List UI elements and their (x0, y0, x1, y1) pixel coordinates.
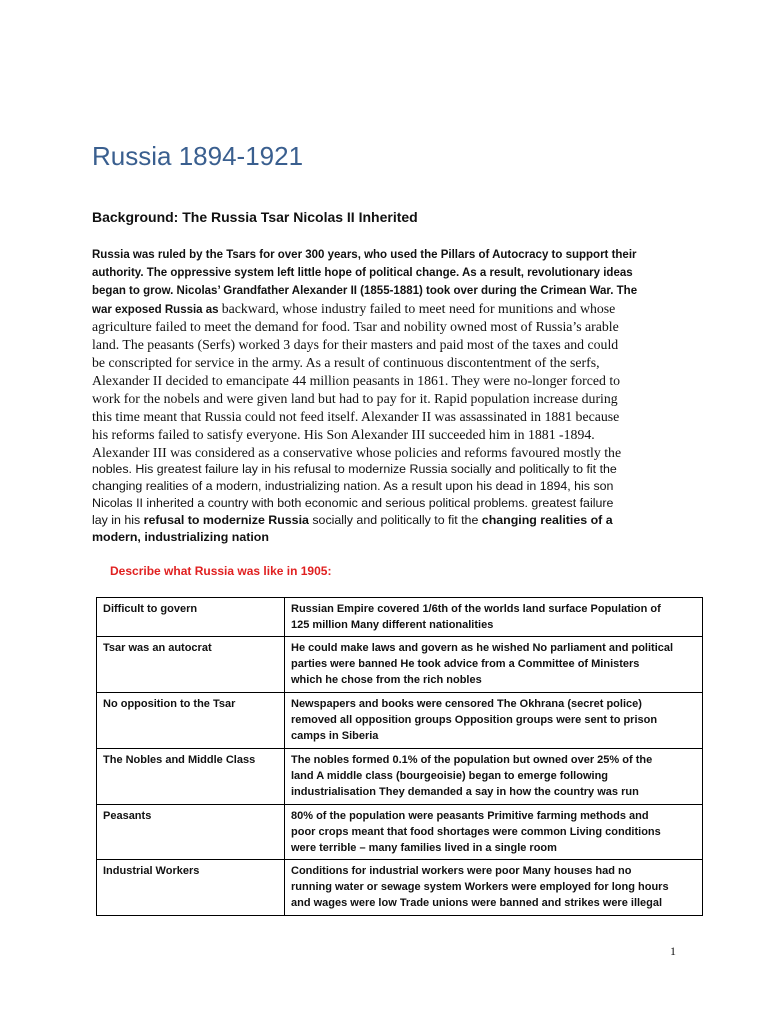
row-description (285, 598, 703, 637)
description-line: 125 million Many different nationalities (291, 619, 494, 631)
row-label: Industrial Workers (97, 860, 285, 916)
row-description (285, 804, 703, 860)
row-description (285, 860, 703, 916)
emphasis-span: refusal to modernize Russia (143, 513, 309, 527)
row-label: No opposition to the Tsar (97, 693, 285, 749)
paragraph-line: Alexander II decided to emancipate 44 million peasants in 1861. They were no-longer forced to (92, 373, 621, 388)
description-line: parties were banned He took advice from a Committee of Ministers (291, 658, 640, 671)
row-description (285, 693, 703, 749)
paragraph-line: Russia was ruled by the Tsars for over 300 years, who used the Pillars of Autocracy to support their (92, 249, 637, 261)
row-description (285, 637, 703, 693)
row-description (285, 748, 703, 804)
description-line: poor crops meant that food shortages were common Living conditions (291, 825, 661, 838)
page-title: Russia 1894-1921 (92, 141, 304, 171)
description-line: camps in Siberia (291, 730, 379, 743)
paragraph-line: authority. The oppressive system left little hope of political change. As a result, revolutionary ideas (92, 267, 633, 279)
text-span: socially and politically to fit the (308, 513, 482, 527)
description-line: The nobles formed 0.1% of the population but owned over 25% of the (291, 753, 653, 766)
text-span: lay in his (92, 513, 144, 527)
page-number: 1 (670, 944, 676, 958)
paragraph-line-mixed (92, 512, 613, 529)
paragraph-line: his reforms failed to satisfy everyone. His Son Alexander III succeeded him in 1881 -1894. (92, 427, 595, 442)
paragraph-line: nobles. His greatest failure lay in his refusal to modernize Russia socially and politically to fit the (92, 462, 617, 476)
description-line: which he chose from the rich nobles (291, 674, 482, 687)
paragraph-line-mixed (92, 300, 615, 319)
paragraph-serif-span: backward, whose industry failed to meet need for munitions and whose (221, 301, 616, 316)
russia-1905-table (96, 597, 703, 916)
description-line: running water or sewage system Workers were employed for long hours (291, 881, 669, 894)
description-line: industrialisation They demanded a say in how the country was run (291, 785, 639, 798)
description-line: removed all opposition groups Opposition groups were sent to prison (291, 714, 658, 727)
table-body (97, 598, 703, 916)
description-line: Conditions for industrial workers were poor Many houses had no (291, 865, 632, 878)
description-line: and wages were low Trade unions were banned and strikes were illegal (291, 897, 663, 910)
row-label: The Nobles and Middle Class (97, 748, 285, 804)
description-line: He could make laws and govern as he wished No parliament and political (291, 642, 674, 655)
table-row (97, 860, 703, 916)
description-line: Russian Empire covered 1/6th of the worlds land surface Population of (291, 603, 661, 615)
table-row (97, 748, 703, 804)
emphasis-span: changing realities of a (481, 513, 613, 527)
description-line: were terrible – many families lived in a single room (291, 841, 557, 854)
paragraph-line: work for the nobels and were given land but had to pay for it. Rapid population increase during (92, 391, 618, 406)
section-heading: Background: The Russia Tsar Nicolas II Inherited (92, 209, 418, 225)
table-row (97, 598, 703, 637)
paragraph-line: began to grow. Nicolas’ Grandfather Alexander II (1855-1881) took over during the Crimean War. The (92, 285, 638, 297)
description-line: land A middle class (bourgeoisie) began to emerge following (291, 769, 609, 782)
table-row (97, 804, 703, 860)
paragraph-line: Nicolas II inherited a country with both economic and serious political problems. greatest failure (92, 496, 614, 510)
paragraph-line: this time meant that Russia could not feed itself. Alexander II was assassinated in 1881 because (92, 409, 620, 424)
row-label: Peasants (97, 804, 285, 860)
description-line: 80% of the population were peasants Primitive farming methods and (291, 809, 649, 822)
paragraph-bold-span: war exposed Russia as (92, 304, 222, 316)
paragraph-line: changing realities of a modern, industrializing nation. As a result upon his dead in 1894, his son (92, 479, 614, 493)
paragraph-line: be conscripted for service in the army. As a result of continuous discontentment of the serfs, (92, 355, 600, 370)
paragraph-line: Alexander III was considered as a conservative whose policies and reforms favoured mostly the (92, 445, 622, 460)
row-label: Tsar was an autocrat (97, 637, 285, 693)
table-row (97, 637, 703, 693)
paragraph-line: modern, industrializing nation (92, 530, 269, 544)
paragraph-line: land. The peasants (Serfs) worked 3 days for their masters and paid most of the taxes and could (92, 337, 619, 352)
row-label: Difficult to govern (97, 598, 285, 637)
paragraph-line: agriculture failed to meet the demand for food. Tsar and nobility owned most of Russia’s arable (92, 319, 619, 334)
question-prompt: Describe what Russia was like in 1905: (110, 564, 332, 578)
description-line: Newspapers and books were censored The Okhrana (secret police) (291, 698, 642, 711)
table-row (97, 693, 703, 749)
